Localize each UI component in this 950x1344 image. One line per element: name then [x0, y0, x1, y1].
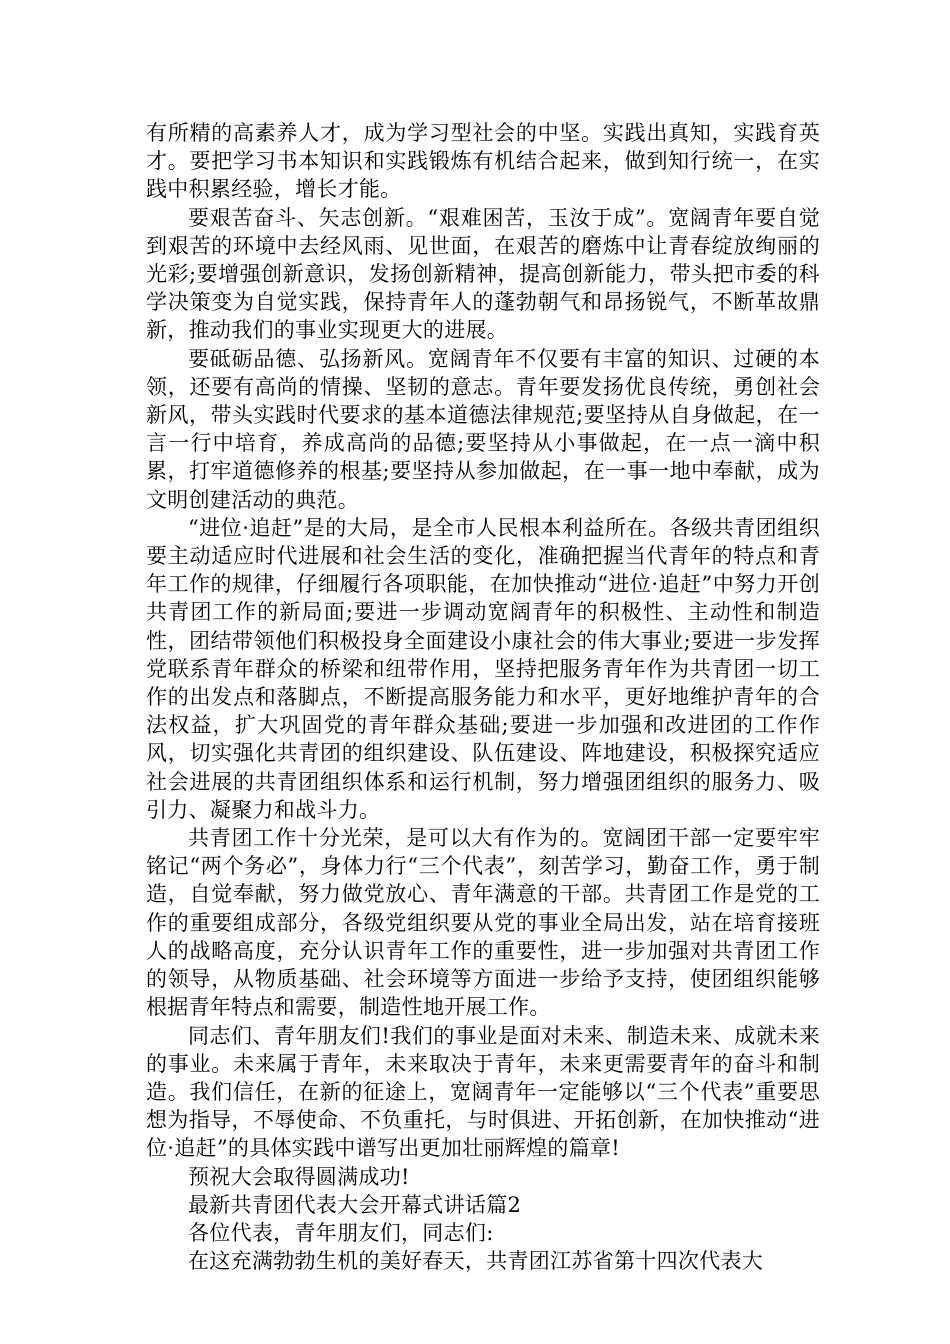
section-heading: 最新共青团代表大会开幕式讲话篇2 [188, 1192, 522, 1217]
paragraph-opening: 在这充满勃勃生机的美好春天，共青团江苏省第十四次代表大 [188, 1249, 764, 1274]
salutation: 各位代表，青年朋友们，同志们: [188, 1220, 494, 1245]
closing-wish: 预祝大会取得圆满成功! [188, 1164, 410, 1189]
paragraph-5: 共青团工作十分光荣，是可以大有作为的。宽阔团干部一定要牢牢铭记“两个务必”，身体力行“三个代表”，刻苦学习，勤奋工作，勇于制造，自觉奉献，努力做党放心、青年满意的干部。共青团工作是党的工作的重要组成部分，各级党组织要从党的事业全局出发，站在培育接班人的战略高度，充分认识青年工作的重要性，进一步加强对共青团工作的领导，从物质基础、社会环境等方面进一步给予支持，使团组织能够根据青年特点和需要，制造性地开展工作。 [146, 826, 820, 1020]
paragraph-3: 要砥砺品德、弘扬新风。宽阔青年不仅要有丰富的知识、过硬的本领，还要有高尚的情操、坚韧的意志。青年要发扬优良传统，勇创社会新风，带头实践时代要求的基本道德法律规范;要坚持从自身做起，在一言一行中培育，养成高尚的品德;要坚持从小事做起，在一点一滴中积累，打牢道德修养的根基;要坚持从参加做起，在一事一地中奉献，成为文明创建活动的典范。 [146, 346, 820, 512]
document-body [146, 119, 820, 1275]
paragraph-6: 同志们、青年朋友们!我们的事业是面对未来、制造未来、成就未来的事业。未来属于青年，未来取决于青年，未来更需要青年的奋斗和制造。我们信任，在新的征途上，宽阔青年一定能够以“三个代表”重要思想为指导，不辱使命、不负重托，与时俱进、开拓创新，在加快推动“进位·追赶”的具体实践中谱写出更加壮丽辉煌的篇章! [146, 1023, 820, 1161]
paragraph-1: 有所精的高素养人才，成为学习型社会的中坚。实践出真知，实践育英才。要把学习书本知识和实践锻炼有机结合起来，做到知行统一，在实践中积累经验，增长才能。 [146, 121, 820, 202]
paragraph-4: “进位·追赶”是的大局，是全市人民根本利益所在。各级共青团组织要主动适应时代进展和社会生活的变化，准确把握当代青年的特点和青年工作的规律，仔细履行各项职能，在加快推动“进位·追赶”中努力开创共青团工作的新局面;要进一步调动宽阔青年的积极性、主动性和制造性，团结带领他们积极投身全面建设小康社会的伟大事业;要进一步发挥党联系青年群众的桥梁和纽带作用，坚持把服务青年作为共青团一切工作的出发点和落脚点，不断提高服务能力和水平，更好地维护青年的合法权益，扩大巩固党的青年群众基础;要进一步加强和改进团的工作作风，切实强化共青团的组织建设、队伍建设、阵地建设，积极探究适应社会进展的共青团组织体系和运行机制，努力增强团组织的服务力、吸引力、凝聚力和战斗力。 [146, 515, 820, 822]
paragraph-2: 要艰苦奋斗、矢志创新。“艰难困苦，玉汝于成”。宽阔青年要自觉到艰苦的环境中去经风雨、见世面，在艰苦的磨炼中让青春绽放绚丽的光彩;要增强创新意识，发扬创新精神，提高创新能力，带头把市委的科学决策变为自觉实践，保持青年人的蓬勃朝气和昂扬锐气，不断革故鼎新，推动我们的事业实现更大的进展。 [146, 205, 820, 343]
